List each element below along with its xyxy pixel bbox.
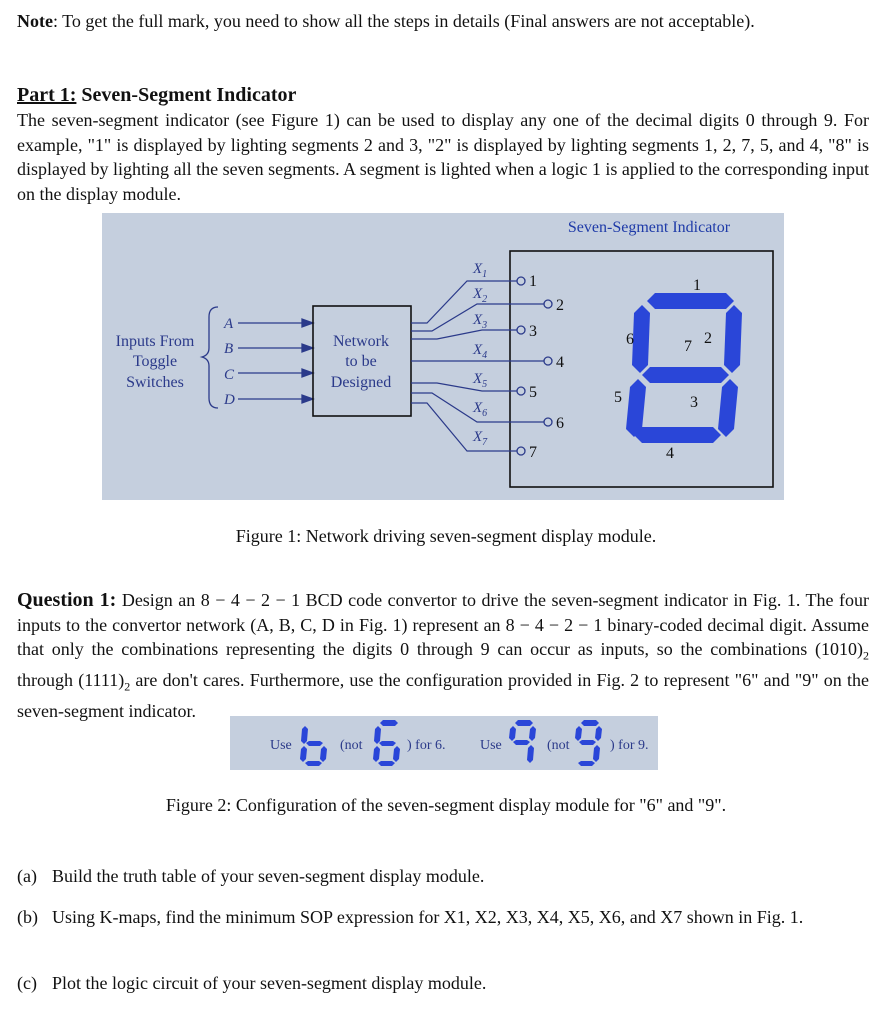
note-paragraph bbox=[17, 9, 869, 34]
input-label-c: C bbox=[224, 367, 235, 383]
terminal-label-3: 3 bbox=[529, 323, 537, 340]
question1-text-c: are don't cares. Furthermore, use the configuration provided in Fig. 2 to represent "6" and "9" on the seven-segment indicator. bbox=[17, 670, 869, 722]
terminal-label-1: 1 bbox=[529, 273, 537, 290]
terminal-label-5: 5 bbox=[529, 384, 537, 401]
question1-sub2: 2 bbox=[124, 679, 131, 694]
figure2-for9: ) for 9. bbox=[610, 738, 649, 753]
output-label-x3: $X_3$ bbox=[473, 312, 488, 331]
segment-7 bbox=[642, 367, 729, 383]
output-label-x5: $X_5$ bbox=[473, 371, 488, 390]
output-label-x1: $X_1$ bbox=[473, 261, 488, 280]
figure1-title: Seven-Segment Indicator bbox=[567, 219, 731, 236]
input-label-d: D bbox=[224, 392, 235, 408]
segment-3 bbox=[718, 379, 738, 437]
segment-1 bbox=[647, 293, 734, 309]
terminal-label-2: 2 bbox=[556, 297, 564, 314]
part1-paragraph: The seven-segment indicator (see Figure 1) can be used to display any one of the decimal digits 0 through 9. For example, "1" is displayed by lighting segments 2 and 3, "2" is displayed by lighting segments 1, 2, 7, 5, and 4, "8" is displayed by lighting all the seven segments. A segment is lighted when a logic 1 is applied to the corresponding input on the display module. bbox=[17, 110, 869, 204]
network-label-line2: to be bbox=[345, 353, 377, 370]
terminal-label-4: 4 bbox=[556, 354, 564, 371]
digit6-with-top bbox=[373, 720, 400, 766]
inputs-label-line3: Switches bbox=[126, 374, 184, 391]
segment-6 bbox=[632, 305, 650, 373]
segment-label-7: 7 bbox=[684, 338, 692, 355]
segment-4 bbox=[634, 427, 721, 443]
question1-label: Question 1: bbox=[17, 589, 117, 611]
inputs-label-line2: Toggle bbox=[132, 353, 178, 370]
figure1-diagram bbox=[102, 213, 784, 500]
task-text-a: Build the truth table of your seven-segment display module. bbox=[52, 866, 485, 886]
figure1-image bbox=[102, 213, 784, 500]
figure2-image bbox=[230, 716, 658, 770]
task-label-b: (b) bbox=[17, 907, 38, 927]
output-label-x4: $X_4$ bbox=[473, 342, 488, 361]
task-text-b: Using K-maps, find the minimum SOP expression for X1, X2, X3, X4, X5, X6, and X7 shown in Fig. 1. bbox=[52, 907, 804, 927]
output-label-x7: $X_7$ bbox=[473, 429, 488, 448]
question1-paragraph bbox=[17, 588, 869, 724]
network-label-line3: Designed bbox=[330, 374, 392, 391]
output-wires bbox=[411, 281, 544, 451]
inputs-label-line1: Inputs From bbox=[115, 333, 195, 350]
segment-label-6: 6 bbox=[626, 331, 634, 348]
figure2-use2: Use bbox=[480, 738, 502, 753]
figure2-use1: Use bbox=[270, 738, 292, 753]
question1-text-b: through (1111) bbox=[17, 670, 125, 691]
segment-label-1: 1 bbox=[693, 277, 701, 294]
task-label-c: (c) bbox=[17, 973, 37, 993]
input-label-a: A bbox=[224, 316, 234, 332]
part1-heading-part: Part 1: bbox=[17, 84, 77, 106]
input-label-b: B bbox=[224, 341, 234, 357]
terminal-label-6: 6 bbox=[556, 415, 564, 432]
segment-label-4: 4 bbox=[666, 445, 674, 462]
note-label: Note bbox=[17, 11, 53, 31]
digit6-no-top bbox=[300, 726, 327, 766]
figure2-caption: Figure 2: Configuration of the seven-segment display module for "6" and "9". bbox=[165, 795, 727, 815]
digit9-no-bottom bbox=[509, 720, 536, 763]
segment-label-3: 3 bbox=[690, 394, 698, 411]
question1-text-a: Design an 8 − 4 − 2 − 1 BCD code convertor to drive the seven-segment indicator in Fig. 1. The four inputs to the convertor network (A, B, C, D in Fig. 1) represent an 8 − 4 − 2 − 1 binary-coded decimal digit. Assume that only the combinations representing the digits 0 through 9 can occur as inputs, so the combinations (1010) bbox=[17, 590, 869, 659]
segment-label-2: 2 bbox=[704, 330, 712, 347]
note-text: : To get the full mark, you need to show all the steps in details (Final answers are not acceptable). bbox=[52, 11, 755, 31]
network-label-line1: Network bbox=[333, 333, 389, 350]
inputs-brace bbox=[202, 307, 218, 408]
output-label-x6: $X_6$ bbox=[473, 400, 488, 419]
digit9-with-bottom bbox=[575, 720, 602, 766]
output-label-x2: $X_2$ bbox=[473, 286, 488, 305]
part1-heading-title: Seven-Segment Indicator bbox=[76, 84, 297, 106]
figure2-for6: ) for 6. bbox=[407, 738, 446, 753]
figure2-not1: (not bbox=[340, 738, 363, 753]
task-text-c: Plot the logic circuit of your seven-segment display module. bbox=[52, 973, 487, 993]
segment-2 bbox=[724, 305, 742, 373]
part1-heading bbox=[17, 83, 869, 108]
task-label-a: (a) bbox=[17, 866, 37, 886]
seven-segment-digit bbox=[626, 293, 742, 443]
segment-label-5: 5 bbox=[614, 389, 622, 406]
input-arrows bbox=[238, 319, 313, 403]
figure1-caption: Figure 1: Network driving seven-segment display module. bbox=[235, 526, 657, 546]
figure2-diagram bbox=[230, 716, 658, 770]
figure2-not2: (not bbox=[547, 738, 570, 753]
terminal-label-7: 7 bbox=[529, 444, 537, 461]
question1-sub1: 2 bbox=[863, 648, 869, 663]
